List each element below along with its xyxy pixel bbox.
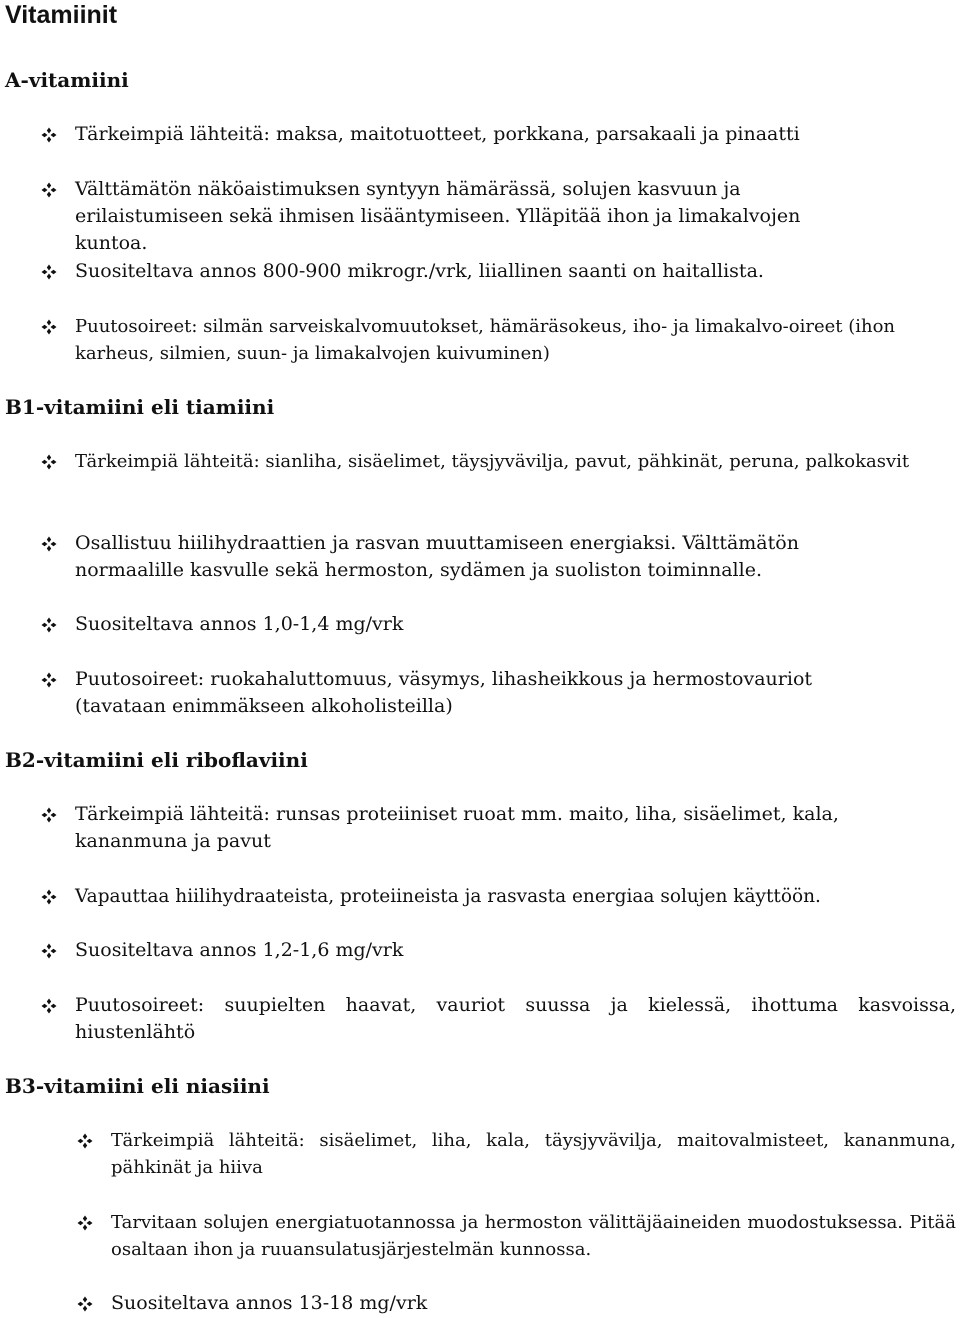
diamond-bullet-icon [41, 319, 57, 335]
list-item [77, 1290, 956, 1317]
list-item-text: Tärkeimpiä lähteitä: sianliha, sisäelimet, täysjyvävilja, pavut, pähkinät, peruna, palkokasvit [75, 451, 910, 472]
list-item [41, 258, 956, 285]
diamond-bullet-icon [77, 1215, 93, 1231]
list-item-text: Tärkeimpiä lähteitä: sisäelimet, liha, kala, täysjyvävilja, maitovalmisteet, kananmuna, pähkinät ja hiiva [111, 1130, 956, 1178]
diamond-bullet-icon [41, 127, 57, 143]
list-item [41, 176, 956, 257]
diamond-bullet-icon [41, 617, 57, 633]
list-item [41, 992, 956, 1046]
list-item-text: Osallistuu hiilihydraattien ja rasvan muuttamiseen energiaksi. Välttämätön normaalille kasvulle sekä hermoston, sydämen ja suoliston toiminnalle. [75, 532, 799, 581]
list-item [41, 883, 956, 910]
list-item [41, 801, 956, 855]
diamond-bullet-icon [41, 536, 57, 552]
list-item-text: Välttämätön näköaistimuksen syntyyn hämärässä, solujen kasvuun ja erilaistumiseen sekä ihmisen lisääntymiseen. Ylläpitää ihon ja limakalvojen kuntoa. [75, 178, 801, 254]
diamond-bullet-icon [41, 454, 57, 470]
list-item-text: Puutosoireet: suupielten haavat, vauriot suussa ja kielessä, ihottuma kasvoissa, hiustenlähtö [75, 994, 956, 1043]
diamond-bullet-icon [41, 807, 57, 823]
diamond-bullet-icon [41, 264, 57, 280]
list-item [41, 611, 956, 638]
list-item-text: Tärkeimpiä lähteitä: maksa, maitotuotteet, porkkana, parsakaali ja pinaatti [75, 123, 800, 145]
list-item-text: Puutosoireet: ruokahaluttomuus, väsymys, lihasheikkous ja hermostovauriot (tavataan enimmäkseen alkoholisteilla) [75, 668, 813, 717]
diamond-bullet-icon [41, 943, 57, 959]
list-item-text: Tärkeimpiä lähteitä: runsas proteiiniset ruoat mm. maito, liha, sisäelimet, kala, kananmuna ja pavut [75, 803, 839, 852]
list-item [41, 666, 956, 720]
list-item-text: Suositeltava annos 1,2-1,6 mg/vrk [75, 939, 404, 961]
list-item-text: Suositeltava annos 13-18 mg/vrk [111, 1292, 428, 1314]
list-item-text: Tarvitaan solujen energiatuotannossa ja hermoston välittäjäaineiden muodostuksessa. Pitää osaltaan ihon ja ruuansulatusjärjestelmän kunnossa. [111, 1212, 956, 1260]
list-item-text: Puutosoireet: silmän sarveiskalvomuutokset, hämäräsokeus, iho- ja limakalvo-oireet (ihon karheus, silmien, suun- ja limakalvojen kuivuminen) [75, 316, 896, 364]
diamond-bullet-icon [41, 889, 57, 905]
list-item [41, 448, 956, 475]
list-item-text: Suositeltava annos 800-900 mikrogr./vrk, liiallinen saanti on haitallista. [75, 260, 764, 282]
list-item [77, 1127, 956, 1181]
list-item [41, 937, 956, 964]
list-item-text: Vapauttaa hiilihydraateista, proteiineista ja rasvasta energiaa solujen käyttöön. [75, 886, 821, 907]
diamond-bullet-icon [41, 182, 57, 198]
list-item [77, 1209, 956, 1263]
section-heading-b2-riboflaviini: B2-vitamiini eli riboflaviini [5, 748, 308, 772]
section-heading-b1-tiamiini: B1-vitamiini eli tiamiini [5, 395, 275, 419]
diamond-bullet-icon [77, 1296, 93, 1312]
list-item-text: Suositeltava annos 1,0-1,4 mg/vrk [75, 613, 404, 635]
diamond-bullet-icon [41, 998, 57, 1014]
list-item [41, 313, 956, 367]
section-heading-a-vitamiini: A-vitamiini [5, 68, 129, 92]
list-item [41, 530, 956, 584]
document-title: Vitamiinit [5, 1, 118, 29]
diamond-bullet-icon [41, 672, 57, 688]
section-heading-b3-niasiini: B3-vitamiini eli niasiini [5, 1074, 270, 1098]
list-item [41, 121, 956, 148]
diamond-bullet-icon [77, 1133, 93, 1149]
